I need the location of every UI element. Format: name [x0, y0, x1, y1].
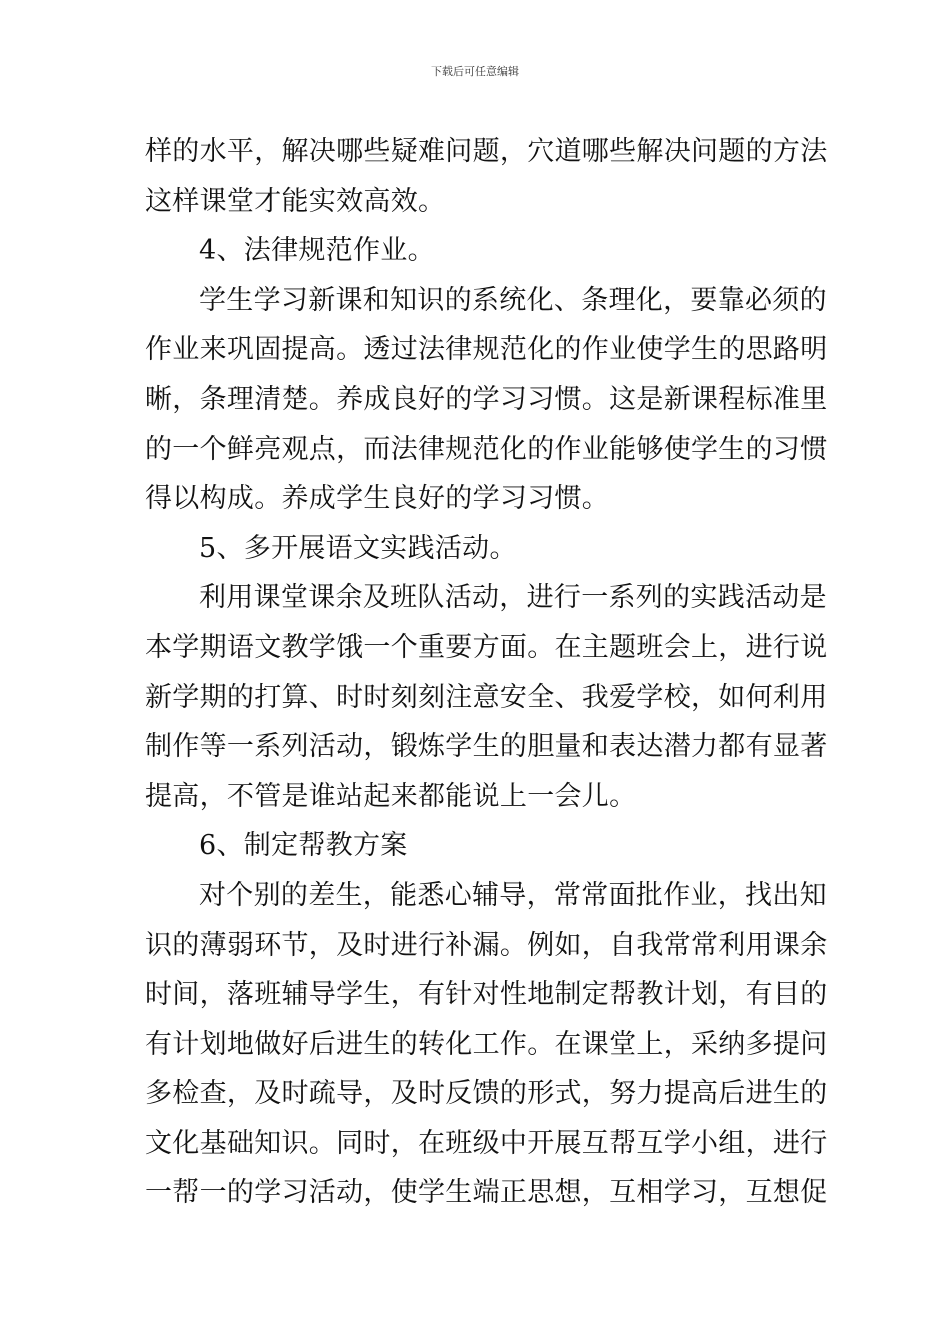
- text-line: 文化基础知识。同时，在班级中开展互帮互学小组，进行: [145, 1127, 828, 1159]
- text-line: 一帮一的学习活动，使学生端正思想，互相学习，互想促: [145, 1177, 828, 1209]
- text-line: 多检查，及时疏导，及时反馈的形式，努力提高后进生的: [145, 1078, 828, 1110]
- section-heading: 4、法律规范作业。: [199, 235, 435, 267]
- paragraph-start-line: 学生学习新课和知识的系统化、条理化，要靠必须的: [199, 284, 827, 316]
- text-line: 新学期的打算、时时刻刻注意安全、我爱学校，如何利用: [145, 681, 828, 713]
- section-heading: 6、制定帮教方案: [199, 830, 408, 862]
- text-line: 本学期语文教学饿一个重要方面。在主题班会上，进行说: [145, 631, 828, 663]
- text-line: 识的薄弱环节，及时进行补漏。例如，自我常常利用课余: [145, 929, 828, 961]
- text-line: 得以构成。养成学生良好的学习习惯。: [145, 483, 610, 515]
- paragraph-start-line: 利用课堂课余及班队活动，进行一系列的实践活动是: [199, 582, 827, 614]
- text-line: 制作等一系列活动，锻炼学生的胆量和表达潜力都有显著: [145, 731, 828, 763]
- text-line: 样的水平，解决哪些疑难问题，穴道哪些解决问题的方法: [145, 136, 828, 167]
- document-body: [145, 127, 828, 1218]
- text-line: 时间，落班辅导学生，有针对性地制定帮教计划，有目的: [145, 979, 828, 1011]
- text-line: 晰，条理清楚。养成良好的学习习惯。这是新课程标准里: [145, 383, 828, 415]
- page-header: 下载后可任意编辑: [431, 65, 519, 78]
- text-line: 这样课堂才能实效高效。: [145, 185, 446, 217]
- section-heading: 5、多开展语文实践活动。: [199, 532, 517, 564]
- text-line: 作业来巩固提高。透过法律规范化的作业使学生的思路明: [145, 334, 828, 366]
- text-line: 有计划地做好后进生的转化工作。在课堂上，采纳多提问: [145, 1028, 828, 1060]
- paragraph-start-line: 对个别的差生，能悉心辅导，常常面批作业，找出知: [199, 879, 827, 911]
- text-line: 提高，不管是谁站起来都能说上一会儿。: [145, 780, 637, 812]
- text-line: 的一个鲜亮观点，而法律规范化的作业能够使学生的习惯: [145, 433, 828, 465]
